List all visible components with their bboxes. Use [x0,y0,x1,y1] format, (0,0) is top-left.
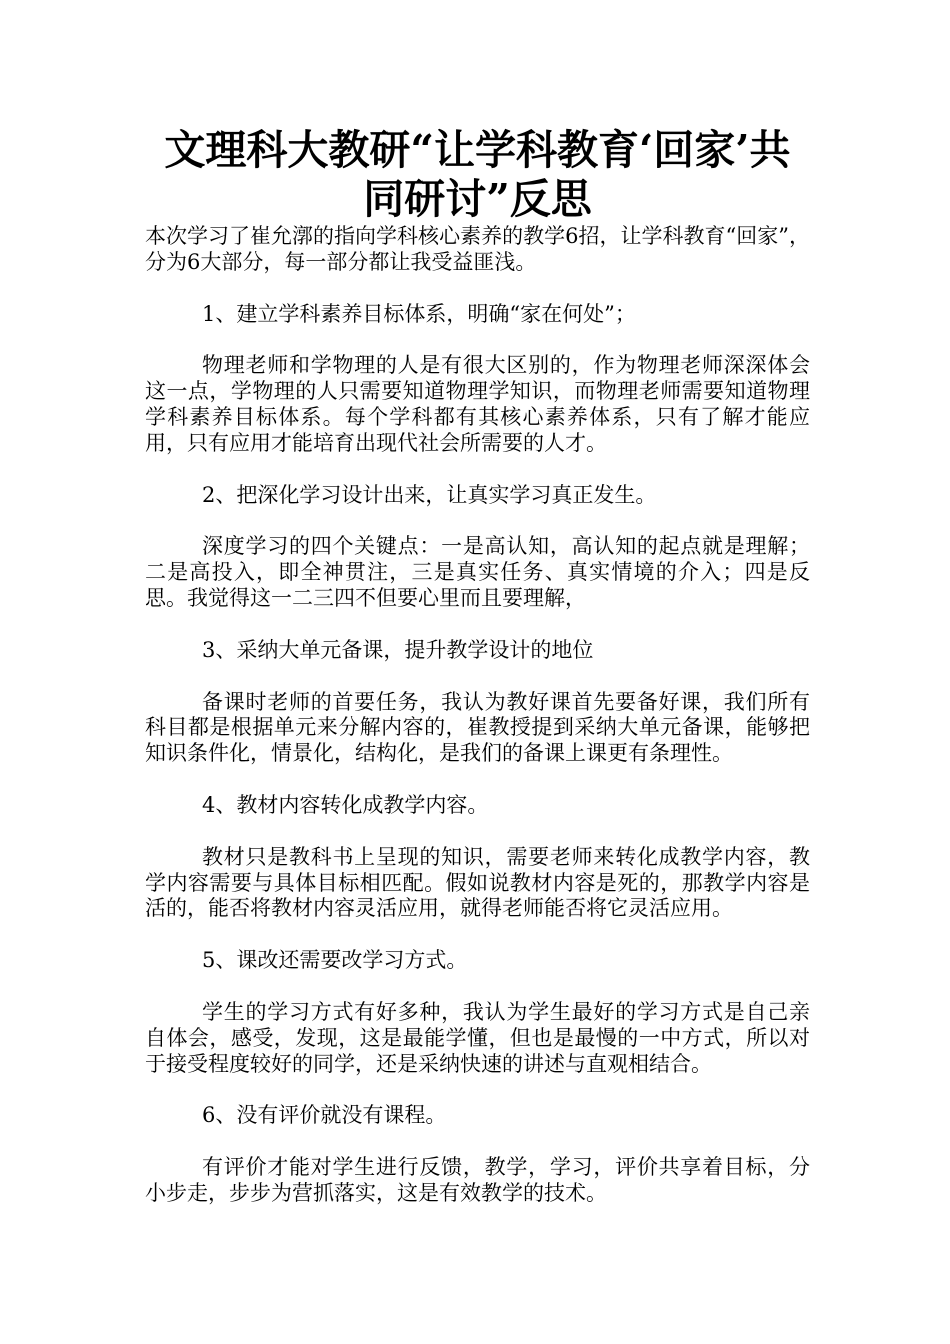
paragraph: 有评价才能对学生进行反馈，教学，学习，评价共享着目标，分小步走，步步为营抓落实，这是有效教学的技术。 [145,1155,810,1205]
paragraph: 1、建立学科素养目标体系，明确“家在何处”； [202,301,636,326]
document-title: 文理科大教研“让学科教育‘回家’共同研讨”反思 [164,126,791,223]
paragraph: 5、课改还需要改学习方式。 [202,948,468,973]
paragraph: 本次学习了崔允漷的指向学科核心素养的教学6招，让学科教育“回家”，分为6大部分，每一部分都让我受益匪浅。 [145,224,810,274]
document-body [145,224,810,1207]
paragraph: 2、把深化学习设计出来，让真实学习真正发生。 [202,482,657,507]
paragraph: 物理老师和学物理的人是有很大区别的，作为物理老师深深体会这一点，学物理的人只需要知道物理学知识，而物理老师需要知道物理学科素养目标体系。每个学科都有其核心素养体系，只有了解才能应用，只有应用才能培育出现代社会所需要的人才。 [145,353,810,455]
paragraph: 3、采纳大单元备课，提升教学设计的地位 [202,637,594,662]
paragraph: 深度学习的四个关键点：一是高认知，高认知的起点就是理解；二是高投入，即全神贯注，三是真实任务、真实情境的介入；四是反思。我觉得这一二三四不但要心里而且要理解， [145,534,810,610]
document-page [145,126,810,1233]
paragraph: 备课时老师的首要任务，我认为教好课首先要备好课，我们所有科目都是根据单元来分解内容的，崔教授提到采纳大单元备课，能够把知识条件化，情景化，结构化，是我们的备课上课更有条理性。 [145,689,810,766]
paragraph: 6、没有评价就没有课程。 [202,1103,447,1128]
paragraph: 学生的学习方式有好多种，我认为学生最好的学习方式是自己亲自体会，感受，发现，这是最能学懂，但也是最慢的一中方式，所以对于接受程度较好的同学，还是采纳快速的讲述与直观相结合。 [145,999,810,1076]
paragraph: 教材只是教科书上呈现的知识，需要老师来转化成教学内容，教学内容需要与具体目标相匹配。假如说教材内容是死的，那教学内容是活的，能否将教材内容灵活应用，就得老师能否将它灵活应用。 [145,844,810,921]
paragraph: 4、教材内容转化成教学内容。 [202,792,489,817]
